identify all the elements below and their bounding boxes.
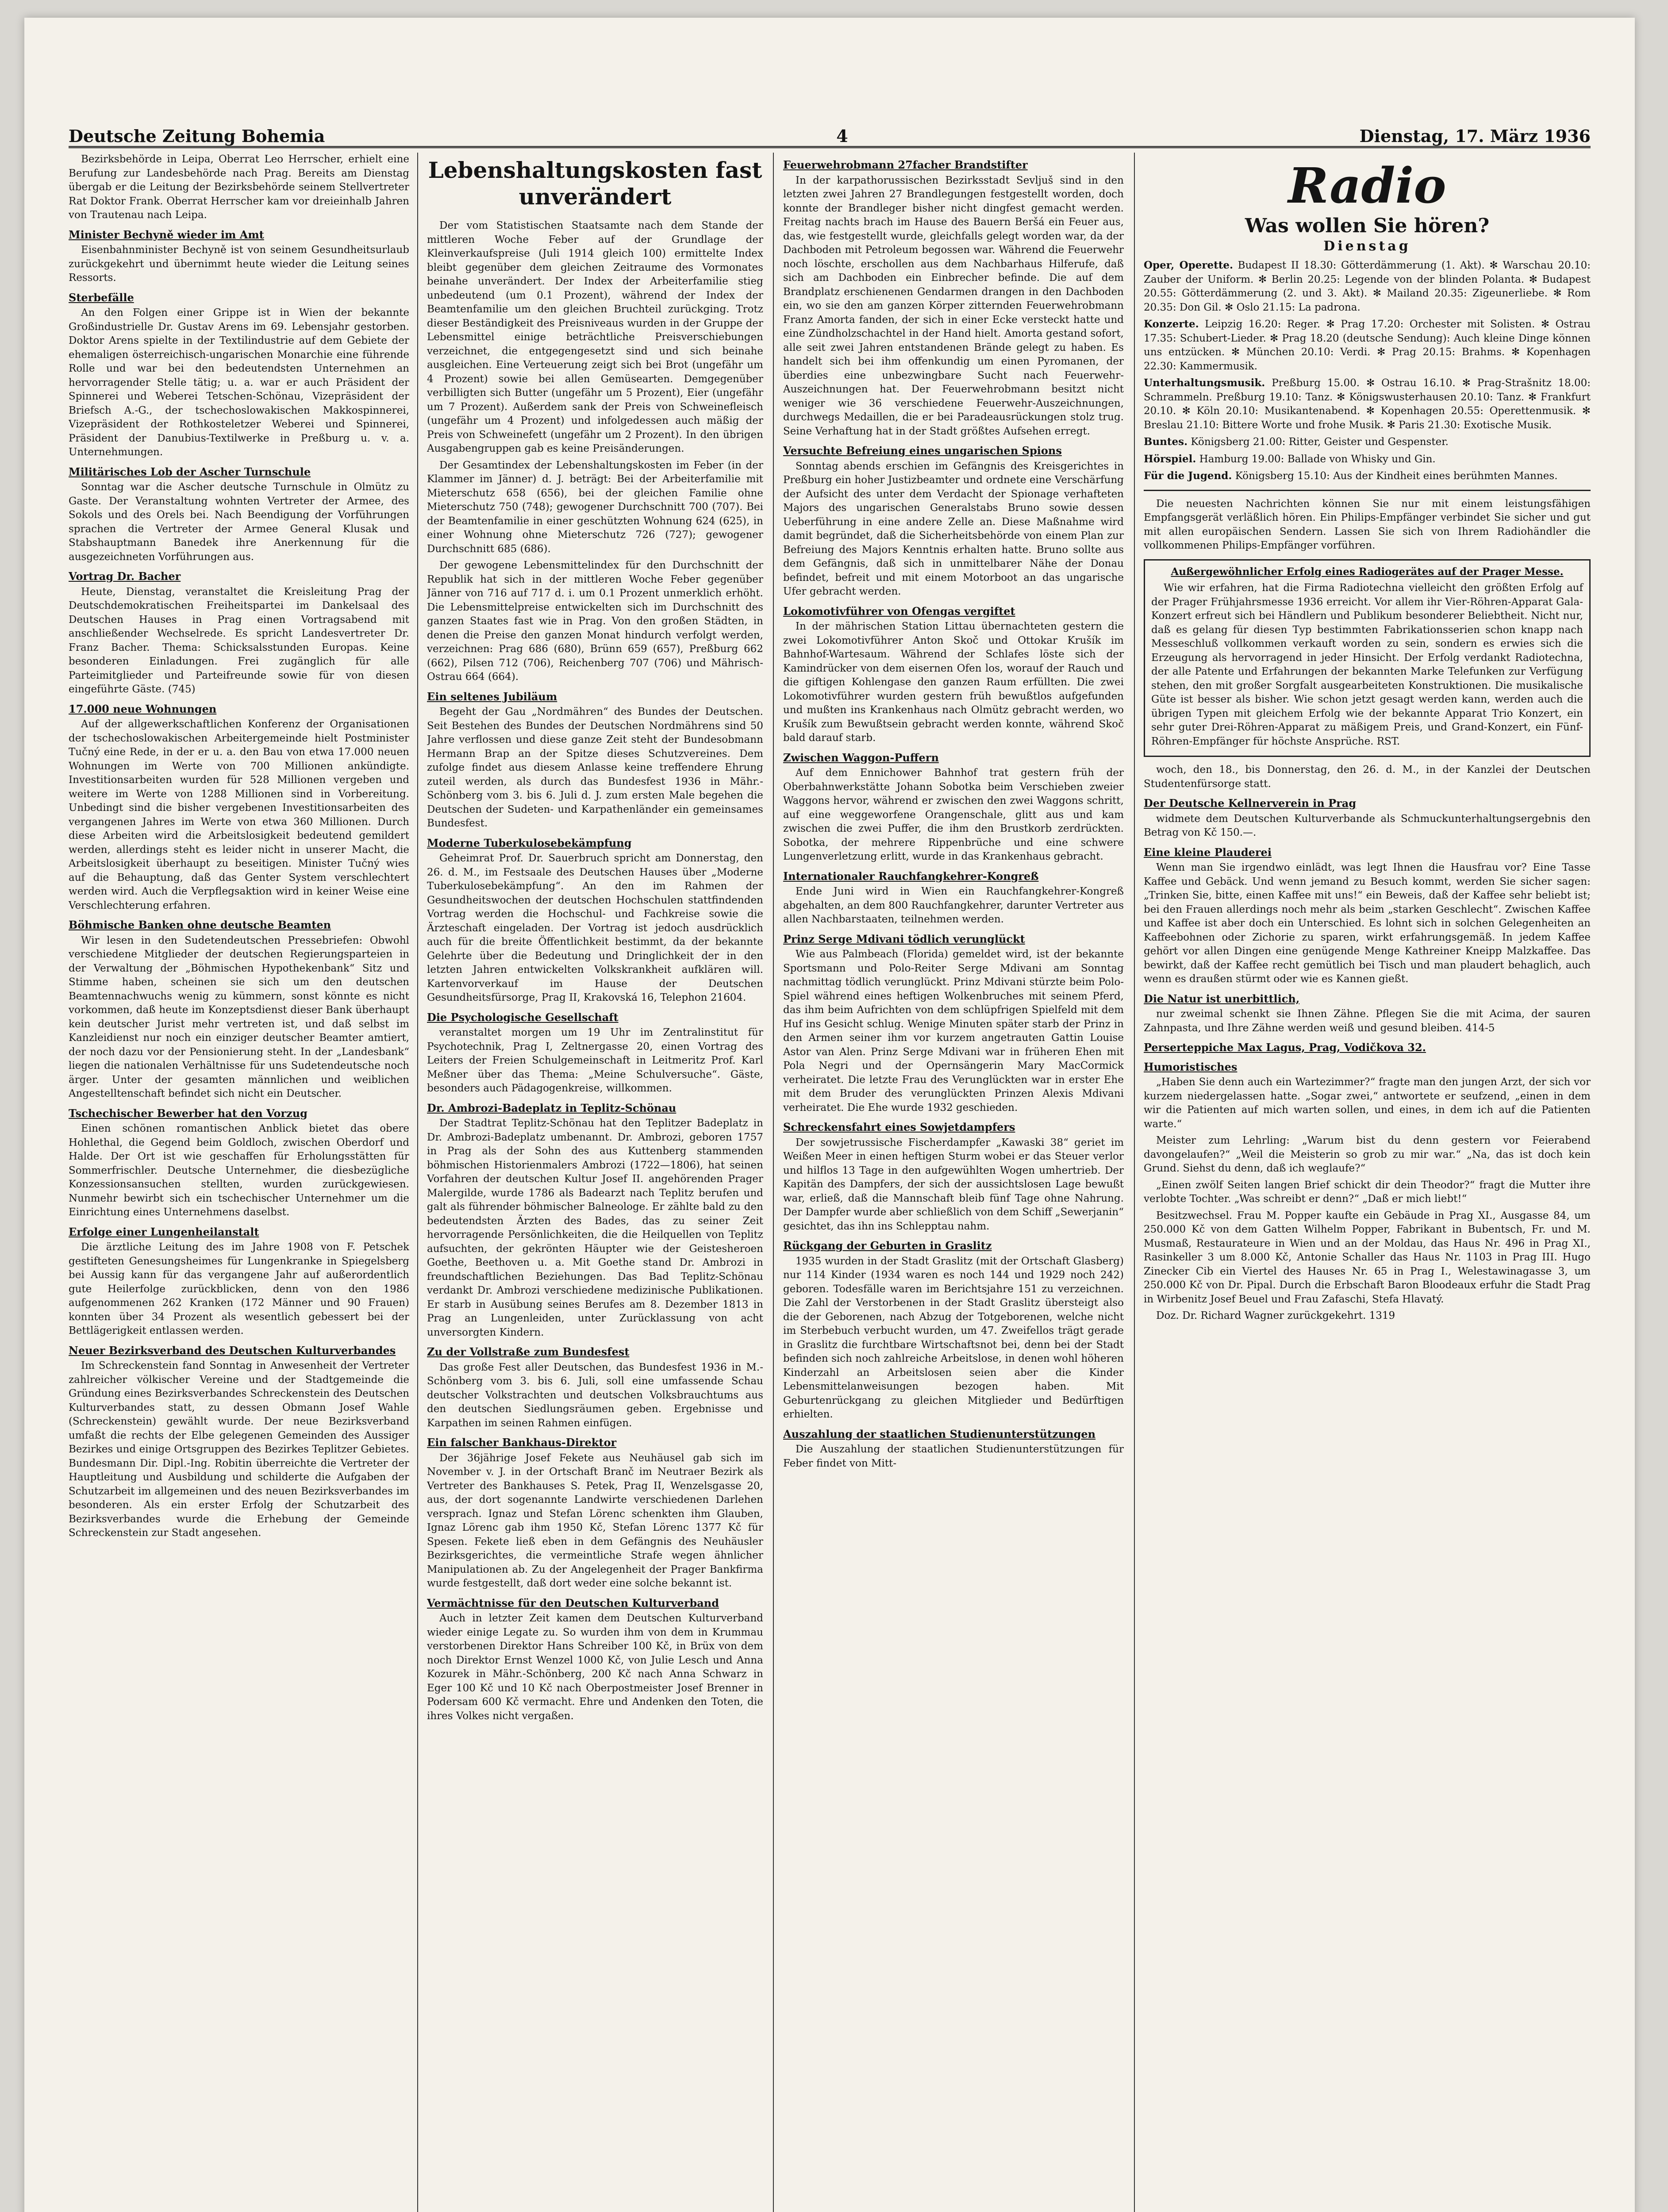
radio-category-programs: Budapest II 18.30: Götterdämmerung (1. Akt). ✻ Warschau 20.10: Zauber der Uniform. ✻ Berlin 20.25: Legende von der blinden Polanta. ✻ Budapest 20.55: Götterdämmerung (2. und 3. Akt). ✻ Mailand 20.35: Zigeunerliebe. ✻ Rom 20.35: Don Gil. ✻ Oslo 21.15: La padrona. — [1144, 260, 1591, 313]
article-headline: Sterbefälle — [69, 291, 134, 304]
article-headline: Tschechischer Bewerber hat den Vorzug — [69, 1106, 307, 1120]
article-paragraph: Auf der allgewerkschaftlichen Konferenz der Organisationen der tschechoslowakischen Arbeitergemeinde hielt Postminister Tučný eine Rede, in der er u. a. den Bau von etwa 17.000 neuen Wohnungen im Werte von 700 Millionen ankündigte. Investitionsarbeiten wurden für 528 Millionen vergeben und weitere im Werte von 1288 Millionen sind in Vorbereitung. Unbedingt sind die bisher vergebenen Investitionsarbeiten des vergangenen Jahres im Werte von etwa 360 Millionen. Durch diese Arbeiten wird die Arbeitslosigkeit bedeutend gemildert werden, allerdings steht es leider nicht in unserer Macht, die Arbeitslosigkeit überhaupt zu beseitigen. Minister Tučný wies auf die Behauptung, daß das Genter System verschlechtert werden wird. Auch die Verpflegsaktion wird in keiner Weise eine Verschlechterung erfahren. — [69, 718, 409, 911]
page-number: 4 — [836, 126, 848, 146]
article-paragraph: Wenn man Sie irgendwo einlädt, was legt Ihnen die Hausfrau vor? Eine Tasse Kaffee und Gebäck. Und wenn jemand zu Besuch kommt, werden Sie sicher sagen: „Trinken Sie, bitte, einen Kaffee mit uns!“ ein Beweis, daß der Kaffee sehr beliebt ist; bei den Frauen allerdings noch mehr als beim „starken Geschlecht“. Zwischen Kaffee und Kaffee ist aber doch ein Unterschied. Es lohnt sich in solchen Gelegenheiten an Kaffeebohnen oder Zichorie zu sparen, wirkt erfahrungsgemäß. In jedem Kaffee gehört vor allen Dingen eine genügende Menge Kathreiner Kneipp Malzkaffee. Das bewirkt, daß der Kaffee recht gemütlich bei Tisch und man plaudert behaglich, auch wenn es draußen stürmt oder wie es Kannen gießt. — [1144, 862, 1591, 985]
article-paragraph: Wie aus Palmbeach (Florida) gemeldet wird, ist der bekannte Sportsmann und Polo-Reiter Serge Mdivani am Sonntag nachmittag tödlich verunglückt. Prinz Mdivani stürzte beim Polo-Spiel während eines heftigen Wolkenbruches mit seinem Pferd, das ihm beim Aufrichten von dem schlüpfrigen Spielfeld mit dem Huf ins Gesicht schlug. Wenige Minuten später starb der Prinz in den Armen seiner ihm vor kurzem angetrauten Gattin Louise Astor van Alen. Prinz Serge Mdivani war in früheren Ehen mit Pola Negri und der Opernsängerin Mary MacCormick verheiratet. Die letzte Frau des Verunglückten war in erster Ehe mit dem Bruder des verunglückten Prinzen Alexis Mdivani verheiratet. Die Ehe wurde 1932 geschieden. — [783, 949, 1124, 1114]
article-paragraph: Der 36jährige Josef Fekete aus Neuhäusel gab sich im November v. J. in der Ortschaft Branč im Neutraer Bezirk als Vertreter des Bankhauses S. Petek, Prag II, Wenzelsgasse 20, aus, der dort sogenannte Landwirte verschiedenen Darlehen versprach. Ignaz und Stefan Lörenc schenkten ihm Glauben, Ignaz Lörenc gab ihm 1950 Kč, Stefan Lörenc 1377 Kč für Spesen. Fekete ließ eben in dem Gefängnis des Neuhäusler Bezirksgerichtes, die vermeintliche Strafe wegen ähnlicher Manipulationen ab. Zu der Angelegenheit der Prager Bankfirma wurde festgestellt, daß dort weder eine solche bekannt ist. — [427, 1452, 763, 1589]
radio-program-entry — [1144, 435, 1591, 449]
article-paragraph: Der vom Statistischen Staatsamte nach dem Stande der mittleren Woche Feber auf der Grundlage der Kleinverkaufspreise (Juli 1914 gleich 100) ermittelte Index bleibt gegenüber dem gleichen Zeitraume des Vormonates beinahe unverändert. Der Index der Arbeiterfamilie stieg unbedeutend (um 0.1 Prozent), während der Index der Beamtenfamilie um den gleichen Bruchteil zurückging. Trotz dieser Beständigkeit des Preisniveaus wurden in der Gruppe der Lebensmittel einige beträchtliche Preisverschiebungen verzeichnet, die entgegengesetzt sind und sich beinahe ausgleichen. Eine Verteuerung zeigt sich bei Brot (ungefähr um 4 Prozent) sowie bei allen Gemüsearten. Demgegenüber verbilligten sich Butter (ungefähr um 5 Prozent), Eier (ungefähr um 7 Prozent). Außerdem sank der Preis von Schweinefleisch (ungefähr um 4 Prozent) und infolgedessen auch mäßig der Preis von Schweinefett (ungefähr um 2 Prozent). In den übrigen Ausgabengruppen gab es keine Preisänderungen. — [427, 220, 763, 454]
article-paragraph: Einen schönen romantischen Anblick bietet das obere Hohlethal, die Gegend beim Goldloch, zwischen Oberdorf und Halde. Der Ort ist wie geschaffen für Erholungsstätten für Sommerfrischler. Deutsche Unternehmer, die diesbezügliche Konzessionsansuchen stellten, wurden zurückgewiesen. Nunmehr bewirbt sich ein tschechischer Unternehmer um die Einrichtung eines Unternehmens daselbst. — [69, 1123, 409, 1218]
notice-title: Außergewöhnlicher Erfolg eines Radiogerätes auf der Prager Messe. — [1171, 565, 1564, 578]
masthead — [69, 119, 1591, 148]
article-paragraph: An den Folgen einer Grippe ist in Wien der bekannte Großindustrielle Dr. Gustav Arens im 69. Lebensjahr gestorben. Doktor Arens spielte in der Textilindustrie auf dem Gebiete der ehemaligen österreichisch-ungarischen Monarchie eine führende Rolle und war bei den bedeutendsten Unternehmen an hervorragender Stelle tätig; u. a. war er auch Präsident der Spinnerei und Weberei Tetschen-Schönau, Vizepräsident der Briefsch A.-G., der tschechoslowakischen Makkospinnerei, Vizepräsident der Rothkosteletzer Weberei und Spinnerei, Präsident der Danubius-Textilwerke in Preßburg u. v. a. Unternehmungen. — [69, 307, 409, 458]
article-paragraph: 1935 wurden in der Stadt Graslitz (mit der Ortschaft Glasberg) nur 114 Kinder (1934 waren es noch 144 und 1929 noch 242) geboren. Todesfälle waren im Berichtsjahre 151 zu verzeichnen. Die Zahl der Verstorbenen in der Stadt Graslitz übersteigt also die der Geborenen, nach Abzug der Totgeborenen, welche nicht im Sterbebuch verbucht wurden, um 47. Zweifellos trägt gerade in Graslitz die furchtbare Wirtschaftsnot bei, denn bei der Stadt befinden sich noch zahlreiche Arbeitslose, in denen wohl höheren Kinderzahl an Arbeitslosen seien aber die Kinder Lebensmittelanweisungen bezogen haben. Mit Geburtenrückgang zu gleichen Mitglieder und Bedürftigen erhielten. — [783, 1255, 1124, 1420]
article-headline: Minister Bechyně wieder im Amt — [69, 228, 264, 241]
column-divider — [417, 153, 418, 2212]
newspaper-page — [24, 18, 1635, 2212]
article-headline: Zu der Vollstraße zum Bundesfest — [427, 1345, 630, 1358]
article-paragraph: Der Gesamtindex der Lebenshaltungskosten im Feber (in der Klammer im Jänner) d. J. beträgt: Bei der Arbeiterfamilie mit Mieterschutz 658 (656), bei der gleichen Familie ohne Mieterschutz 750 (748); gewogener Durchschnitt 700 (707). Bei der Beamtenfamilie in einer geschützten Wohnung 624 (625), in einer Wohnung ohne Mieterschutz 726 (727); gewogener Durchschnitt 685 (686). — [427, 459, 763, 555]
article-headline: Eine kleine Plauderei — [1144, 845, 1272, 859]
article-headline: Neuer Bezirksverband des Deutschen Kulturverbandes — [69, 1344, 396, 1357]
lead-headline: Lebenshaltungskosten fast unverändert — [428, 157, 762, 210]
article-headline: Prinz Serge Mdivani tödlich verunglückt — [783, 932, 1025, 945]
article-headline: Militärisches Lob der Ascher Turnschule — [69, 465, 311, 478]
article-paragraph: woch, den 18., bis Donnerstag, den 26. d. M., in der Kanzlei der Deutschen Studentenfürsorge statt. — [1144, 764, 1591, 790]
article-paragraph: Besitzwechsel. Frau M. Popper kaufte ein Gebäude in Prag XI., Ausgasse 84, um 250.000 Kč von dem Gatten Wilhelm Popper, Fabrikant in Bubentsch, Fr. und M. Musmaß, Restaurateure in Wien und an der Moldau, das Haus Nr. 496 in Prag XI., Rasinkeller 3 um 8.000 Kč, Antonie Schaller das Haus Nr. 1103 in Prag III. Hugo Zinecker Cib ein Viertel des Hauses Nr. 65 in Prag I., Welestawinagasse 3, um 250.000 Kč von Dr. Pipal. Durch die Erbschaft Baron Bloodeaux erfuhr die Stadt Prag in Wirbenitz Josef Beuel und Frau Zafaschi, Stefa Hlavatý. — [1144, 1210, 1591, 1305]
article-paragraph: Geheimrat Prof. Dr. Sauerbruch spricht am Donnerstag, den 26. d. M., im Festsaale des Deutschen Hauses über „Moderne Tuberkulosebekämpfung“. An den im Rahmen der Gesundheitswochen der deutschen Hochschulen stattfindenden Vortrag werden die Hochschul- und Fachkreise sowie die Ärzteschaft eingeladen. Der Vortrag ist jedoch ausdrücklich auch für die breite Öffentlichkeit bestimmt, da der bekannte Gelehrte über die Bedeutung und Dringlichkeit der in den letzten Jahren entwickelten Volkskrankheit aufklären will. Kartenvorverkauf im Hause der Deutschen Gesundheitsfürsorge, Prag II, Krakovská 16, Telephon 21604. — [427, 853, 763, 1003]
radio-program-entry — [1144, 258, 1591, 315]
article-paragraph: Die ärztliche Leitung des im Jahre 1908 von F. Petschek gestifteten Genesungsheimes für Lungenkranke in Spiegelsberg bei Aussig kann für das vergangene Jahr auf außerordentlich gute Heilerfolge zurückblicken, denn von den 1986 aufgenommenen 262 Kranken (172 Männer und 90 Frauen) konnten über 34 Prozent als wesentlich gebessert bei der Bettlägerigkeit entlassen werden. — [69, 1241, 409, 1336]
radio-category-programs: Königsberg 15.10: Aus der Kindheit eines berühmten Mannes. — [1235, 470, 1558, 482]
article-paragraph: Sonntag abends erschien im Gefängnis des Kreisgerichtes in Preßburg ein hoher Justizbeamter und ordnete eine Verschärfung der Aufsicht des unter dem Verdacht der Spionage verhafteten Majors des ungarischen Generalstabs Bruno sowie dessen Ueberführung in eine andere Zelle an. Diese Maßnahme wird damit begründet, daß die Sicherheitsbehörde von einem Plan zur Befreiung des Majors Kenntnis erhalten hatte. Bruno sollte aus dem Gefängnis, daß sich in unmittelbarer Nähe der Donau befindet, befreit und mit einem Motorboot an das ungarische Ufer gebracht werden. — [783, 460, 1124, 597]
article-headline: 17.000 neue Wohnungen — [69, 702, 217, 715]
article-paragraph: Begeht der Gau „Nordmähren“ des Bundes der Deutschen. Seit Bestehen des Bundes der Deutschen Nordmährens sind 50 Jahre verflossen und diese ganze Zeit steht der Bundesobmann Hermann Brap an der Spitze dieses Schutzvereines. Dem zufolge findet aus diesem Anlasse keine treffendere Ehrung zuteil werden, als durch das Bundesfest 1936 in Mähr.-Schönberg vom 3. bis 6. Juli d. J. zum ersten Male begehen die Deutschen der Sudeten- und Karpathenländer ein gemeinsames Bundesfest. — [427, 706, 763, 829]
article-paragraph: Wir lesen in den Sudetendeutschen Pressebriefen: Obwohl verschiedene Mitglieder der deutschen Regierungsparteien in der Verwaltung der „Böhmischen Hypothekenbank“ Sitz und Stimme haben, scheinen sie sich um den deutschen Beamtennachwuchs wenig zu kümmern, sonst könnte es nicht vorkommen, daß heute im Konzeptsdienst dieser Bank überhaupt kein deutscher Jurist mehr vertreten ist, und daß selbst im Kanzleidienst nur noch ein einziger deutscher Beamter amtiert, der noch dazu vor der Pensionierung steht. In der „Landesbank“ liegen die nationalen Verhältnisse für uns Sudetendeutsche noch ärger. Unter der gesamten männlichen und weiblichen Angestelltenschaft befindet sich nicht ein Deutscher. — [69, 934, 409, 1099]
article-headline: Schreckensfahrt eines Sowjetdampfers — [783, 1121, 1015, 1133]
issue-date: Dienstag, 17. März 1936 — [1359, 126, 1591, 146]
radio-category-programs: Königsberg 21.00: Ritter, Geister und Gespenster. — [1191, 436, 1449, 448]
article-headline: Humoristisches — [1144, 1060, 1238, 1073]
radio-program-entry — [1144, 452, 1591, 467]
philips-ad: Die neuesten Nachrichten können Sie nur mit einem leistungsfähigen Empfangsgerät verläßlich hören. Ein Philips-Empfänger verbindet Sie sicher und gut mit allen europäischen Sendern. Lassen Sie sich von Ihrem Radiohändler die vollkommenen Philips-Empfänger vorführen. — [1144, 498, 1591, 551]
article-headline: Moderne Tuberkulosebekämpfung — [427, 836, 632, 849]
article-headline: Feuerwehrobmann 27facher Brandstifter — [783, 158, 1028, 171]
section-divider — [1144, 490, 1591, 491]
article-paragraph: „Haben Sie denn auch ein Wartezimmer?“ fragte man den jungen Arzt, der sich vor kurzem niedergelassen hatte. „Sogar zwei,“ antwortete er seufzend, „einen in dem wir die Patienten auf mich warten sollen, und eines, in dem ich auf die Patienten warte.“ — [1144, 1076, 1591, 1130]
radio-category-programs: Preßburg 15.00. ✻ Ostrau 16.10. ✻ Prag-Strašnitz 18.00: Schrammeln. Preßburg 19.10: Tanz. ✻ Königswusterhausen 20.10: Tanz. ✻ Frankfurt 20.10. ✻ Köln 20.10: Musikantenabend. ✻ Kopenhagen 20.55: Operettenmusik. ✻ Breslau 21.10: Bittere Worte und frohe Musik. ✻ Paris 21.30: Exotische Musik. — [1144, 377, 1591, 431]
radio-day: Dienstag — [1323, 238, 1411, 254]
article-paragraph: In der karpathorussischen Bezirksstadt Sevljuš sind in den letzten zwei Jahren 27 Brandlegungen festgestellt worden, doch konnte der Brandleger bisher nicht dingfest gemacht werden. Freitag nachts brach im Hause des Bauern Beršá ein Feuer aus, das, wie festgestellt wurde, gleichfalls gelegt worden war, da der Dachboden mit Petroleum begossen war. Während die Feuerwehr noch löschte, erschollen aus dem Nachbarhaus Hilferufe, daß sich am Dachboden ein Einbrecher befinde. Die auf dem Brandplatz erschienenen Gendarmen drangen in den Dachboden ein, wo sie den am ganzen Körper zitternden Feuerwehrobmann Franz Amorta fanden, der sich in einer Ecke versteckt hatte und eine Zündholzschachtel in der Hand hielt. Amorta gestand sofort, alle seit zwei Jahren entstandenen Brände gelegt zu haben. Es handelt sich bei ihm offenkundig um einen Pyromanen, der überdies eine unbezwingbare Sucht nach Feuerwehr-Auszeichnungen hat. Der Feuerwehrobmann besitzt nicht weniger wie 36 verschiedene Feuerwehr-Auszeichnungen, durchwegs Medaillen, die er bei Paradeausrückungen stolz trug. Seine Verhaftung hat in der Stadt größtes Aufsehen erregt. — [783, 174, 1124, 437]
radio-category-label: Buntes. — [1144, 436, 1188, 448]
article-headline: Böhmische Banken ohne deutsche Beamten — [69, 918, 331, 931]
article-paragraph: Der gewogene Lebensmittelindex für den Durchschnitt der Republik hat sich in der mittleren Woche Feber gegenüber Jänner von 716 auf 717 d. i. um 0.1 Prozent unmerklich erhöht. Die Lebensmittelpreise entwickelten sich im Durchschnitt des ganzen Staates fast wie in Prag. Von den großen Städten, in denen die Preise den ganzen Monat hindurch verfolgt werden, verzeichnen: Prag 686 (680), Brünn 659 (657), Preßburg 662 (662), Pilsen 712 (706), Reichenberg 707 (706) und Mährisch-Ostrau 664 (664). — [427, 560, 763, 683]
article-headline: Lokomotivführer von Ofengas vergiftet — [783, 604, 1015, 618]
article-headline: Vortrag Dr. Bacher — [69, 570, 181, 583]
article-headline: Zwischen Waggon-Puffern — [783, 751, 939, 764]
article-paragraph: nur zweimal schenkt sie Ihnen Zähne. Pflegen Sie die mit Acima, der sauren Zahnpasta, und Ihre Zähne werden weiß und gesund bleiben. 414-5 — [1144, 1008, 1591, 1034]
article-paragraph: Der Stadtrat Teplitz-Schönau hat den Teplitzer Badeplatz in Dr. Ambrozi-Badeplatz umbenannt. Dr. Ambrozi, geboren 1757 in Prag als der Sohn des aus Kuttenberg stammenden böhmischen Historienmalers Ambrozi (1722—1806), hat seinen Vorfahren der deutschen Kultur Josef II. angehörenden Prager Malergilde, wurde 1786 als Badearzt nach Teplitz berufen und galt als führender böhmischer Balneologe. Er zählte bald zu den bedeutendsten Ärzten des Bades, das zu seiner Zeit hervorragende Persönlichkeiten, die die Heilquellen von Teplitz aufsuchten, der gekrönten Häupter wie der Geistesheroen Goethe, Beethoven u. a. Mit Goethe stand Dr. Ambrozi in freundschaftlichen Beziehungen. Das Bad Teplitz-Schönau verdankt Dr. Ambrozi verschiedene medizinische Publikationen. Er starb in Ausübung seines Berufes am 8. Dezember 1813 in Prag an Lungenleiden, unter Zurücklassung von acht unversorgten Kindern. — [427, 1118, 763, 1338]
radio-category-label: Für die Jugend. — [1144, 470, 1232, 482]
radio-program-entry — [1144, 317, 1591, 373]
radio-category-label: Konzerte. — [1144, 318, 1199, 330]
article-paragraph: In der mährischen Station Littau übernachteten gestern die zwei Lokomotivführer Anton Skoč und Ottokar Krušík im Bahnhof-Wartesaum. Während der Schlafes löste sich der Kamindrücker von dem eisernen Ofen los, worauf der Rauch und die giftigen Kohlengase den ganzen Raum erfüllten. Die zwei Lokomotivführer wurden gestern früh bewußtlos aufgefunden und mußten ins Krankenhaus nach Olmütz gebracht werden, wo Krušík zum Bewußtsein gebracht werden konnte, während Skoč bald darauf starb. — [783, 621, 1124, 744]
article-paragraph: Im Schreckenstein fand Sonntag in Anwesenheit der Vertreter zahlreicher völkischer Vereine und der Stadtgemeinde die Gründung eines Bezirksverbandes Schreckenstein des Deutschen Kulturverbandes statt, zu dessen Obmann Josef Wahle (Schreckenstein) gewählt wurde. Der neue Bezirksverband umfaßt die rechts der Elbe gelegenen Gemeinden des Aussiger Bezirkes und einige Ortsgruppen des Bezirkes Teplitzer Gebietes. Bundesmann Dir. Dipl.-Ing. Robitin überreichte die Vertreter der Hauptleitung und Ausbildung und schilderte die Aufgaben der Schutzarbeit im allgemeinen und des neuen Bezirksverbandes im besonderen. Als ein erster Erfolg der Schutzarbeit des Bezirksverbandes wurde die Erhebung der Gemeinde Schreckenstein zur Stadt angesehen. — [69, 1360, 409, 1539]
article-paragraph: veranstaltet morgen um 19 Uhr im Zentralinstitut für Psychotechnik, Prag I, Zeltnergasse 20, einen Vortrag des Leiters der Freien Schulgemeinschaft in Leitmeritz Prof. Karl Meßner über das Thema: „Meine Schulversuche“. Gäste, besonders auch Pädagogenkreise, willkommen. — [427, 1027, 763, 1094]
article-paragraph: Der sowjetrussische Fischerdampfer „Kawaski 38“ geriet im Weißen Meer in einen heftigen Sturm wobei er das Steuer verlor und hilflos 13 Tage in den aufgewühlten Wogen umhertrieb. Der Kapitän des Dampfers, der sich der aussichtslosen Lage bewußt war, erließ, daß die Mannschaft bleib fünf Tage ohne Nahrung. Der Dampfer wurde aber schließlich von dem Schiff „Sewerjanin“ gesichtet, das ihn ins Schlepptau nahm. — [783, 1137, 1124, 1232]
radio-program-list — [1144, 258, 1591, 484]
radio-category-programs: Hamburg 19.00: Ballade von Whisky und Gin. — [1199, 453, 1436, 465]
article-headline: Vermächtnisse für den Deutschen Kulturverband — [427, 1596, 719, 1609]
article-headline: Versuchte Befreiung eines ungarischen Spions — [783, 444, 1062, 457]
article-paragraph: Meister zum Lehrling: „Warum bist du denn gestern vor Feierabend davongelaufen?“ „Weil die Meisterin so grob zu mir war.“ „Na, das ist doch kein Grund. Siehst du denn, daß ich weglaufe?“ — [1144, 1135, 1591, 1174]
radio-section-subtitle: Was wollen Sie hören? — [1245, 215, 1490, 237]
article-paragraph: Das große Fest aller Deutschen, das Bundesfest 1936 in M.-Schönberg vom 3. bis 6. Juli, soll eine umfassende Schau deutscher Volkstrachten und deutschen Volksbrauchtums aus den deutschen Siedlungsräumen geben. Ergebnisse und Karpathen im seinen Rahmen einfügen. — [427, 1361, 763, 1429]
column-4 — [1144, 153, 1591, 2212]
article-headline: Erfolge einer Lungenheilanstalt — [69, 1225, 259, 1238]
article-paragraph: Die Auszahlung der staatlichen Studienunterstützungen für Feber findet von Mitt- — [783, 1444, 1124, 1469]
article-headline: Der Deutsche Kellnerverein in Prag — [1144, 797, 1357, 810]
column-1 — [69, 153, 409, 2212]
radio-category-programs: Leipzig 16.20: Reger. ✻ Prag 17.20: Orchester mit Solisten. ✻ Ostrau 17.35: Schubert-Lieder. ✻ Prag 18.20 (deutsche Sendung): Auch kleine Dinge können uns entzücken. ✻ München 20.10: Verdi. ✻ Prag 20.15: Brahms. ✻ Kopenhagen 22.30: Kammermusik. — [1144, 319, 1591, 372]
article-headline: Internationaler Rauchfangkehrer-Kongreß — [783, 869, 1039, 883]
column-divider — [1134, 153, 1135, 2212]
article-paragraph: Doz. Dr. Richard Wagner zurückgekehrt. 1319 — [1156, 1310, 1395, 1321]
article-paragraph: Ende Juni wird in Wien ein Rauchfangkehrer-Kongreß abgehalten, an dem 800 Rauchfangkehrer, darunter Vertreter aus allen Nachbarstaaten, teilnehmen werden. — [783, 886, 1124, 925]
radio-category-label: Unterhaltungsmusik. — [1144, 377, 1265, 389]
article-headline: Rückgang der Geburten in Graslitz — [783, 1239, 992, 1252]
radio-section-title: Radio — [1288, 157, 1446, 214]
article-paragraph: Auf dem Ennichower Bahnhof trat gestern früh der Oberbahnwerkstätte Johann Sobotka beim Verschieben zweier Waggons hervor, während er zwischen den zwei Waggons schritt, auf eine weggeworfene Orangenschale, glitt aus und kam zwischen die zwei Puffer, die ihm den Brustkorb zerdrückten. Sobotka, der mehrere Rippenbrüche und eine schwere Lungenverletzung erlitt, wurde in das Krankenhaus gebracht. — [783, 767, 1124, 862]
article-paragraph: Eisenbahnminister Bechyně ist von seinem Gesundheitsurlaub zurückgekehrt und übernimmt heute wieder die Leitung seines Ressorts. — [69, 244, 409, 284]
radio-category-label: Oper, Operette. — [1144, 259, 1233, 271]
article-headline: Die Psychologische Gesellschaft — [427, 1010, 619, 1024]
column-2 — [427, 153, 763, 2212]
article-headline: Ein seltenes Jubiläum — [427, 690, 557, 703]
article-paragraph: Heute, Dienstag, veranstaltet die Kreisleitung Prag der Deutschdemokratischen Freiheitspartei im Dankelsaal des Deutschen Hauses in Prag einen Vortragsabend mit anschließender Wechselrede. Es spricht Landesvertreter Dr. Franz Bacher. Thema: Schicksalsstunden Europas. Keine besonderen Einladungen. Frei zugänglich für alle Parteimitglieder und Parteifreunde sowie für von diesen eingeführte Gäste. (745) — [69, 586, 409, 695]
radio-category-label: Hörspiel. — [1144, 453, 1196, 465]
article-paragraph: Sonntag war die Ascher deutsche Turnschule in Olmütz zu Gaste. Der Veranstaltung wohnten Vertreter der Armee, des Sokols und des Orels bei. Nach Beendigung der Vorführungen sprachen die Vertreter der Armee General Klusak und Stabshauptmann Banedek ihre Anerkennung für die ausgezeichneten Vorführungen aus. — [69, 481, 409, 563]
article-headline: Die Natur ist unerbittlich, — [1144, 992, 1300, 1005]
radio-program-entry — [1144, 376, 1591, 432]
article-paragraph: widmete dem Deutschen Kulturverbande als Schmuckunterhaltungsergebnis den Betrag von Kč 150.—. — [1144, 813, 1591, 838]
column-divider — [773, 153, 774, 2212]
article-headline: Dr. Ambrozi-Badeplatz in Teplitz-Schönau — [427, 1101, 676, 1114]
column-3 — [783, 153, 1124, 2212]
column-4-articles — [1144, 763, 1591, 1323]
article-headline: Auszahlung der staatlichen Studienunterstützungen — [783, 1427, 1096, 1440]
article-paragraph: Bezirksbehörde in Leipa, Oberrat Leo Herrscher, erhielt eine Berufung zur Landesbehörde nach Prag. Bereits am Dienstag übergab er die Leitung der Bezirksbehörde seinem Stellvertreter Rat Doktor Frank. Oberrat Herrscher kam vor dreieinhalb Jahren von Trautenau nach Leipa. — [69, 154, 409, 221]
notice-text: Wie wir erfahren, hat die Firma Radiotechna vielleicht den größten Erfolg auf der Prager Frühjahrsmesse 1936 erreicht. Vor allem ihr Vier-Röhren-Apparat Gala-Konzert erfreut sich bei Händlern und Publikum besonderer Beliebtheit. Nicht nur, daß es gelang für diesen Typ bestimmten Fabrikationsserien schon knapp nach Messeschluß vollkommen verkauft worden zu sein, sondern es erwies sich die Erzeugung als hervorragend in jeder Hinsicht. Der Erfolg verdankt Radiotechna, der alle Patente und Erfahrungen der bekannten Marke Telefunken zur Verfügung stehen, den mit großer Sorgfalt ausgearbeiteten Konstruktionen. Die musikalische Güte ist besser als bisher. Wie schon jetzt gesagt werden kann, werden auch die übrigen Typen mit gleichem Erfolg wie der bekannte Apparat Trio Konzert, ein sehr guter Drei-Röhren-Apparat zu mäßigem Preis, und Grand-Konzert, ein Fünf-Röhren-Empfänger für höchste Ansprüche. RST. — [1151, 582, 1583, 747]
article-headline: Ein falscher Bankhaus-Direktor — [427, 1436, 617, 1449]
newspaper-name: Deutsche Zeitung Bohemia — [69, 126, 325, 146]
article-paragraph: Auch in letzter Zeit kamen dem Deutschen Kulturverband wieder einige Legate zu. So wurden ihm von dem in Krummau verstorbenen Direktor Hans Schreiber 100 Kč, in Brüx von dem noch Direktor Ernst Wenzel 1000 Kč, von Julie Lesch und Anna Kozurek in Mähr.-Schönberg, 200 Kč nach Anna Schwarz in Eger 100 Kč und 10 Kč nach Oberpostmeister Josef Brenner in Podersam 600 Kč vermacht. Ehre und Andenken den Toten, die ihres Volkes nicht vergaßen. — [427, 1613, 763, 1722]
article-paragraph: „Einen zwölf Seiten langen Brief schickt dir dein Theodor?“ fragt die Mutter ihre verlobte Tochter. „Was schreibt er denn?“ „Daß er mich liebt!“ — [1144, 1179, 1591, 1205]
article-headline: Perserteppiche Max Lagus, Prag, Vodičkova 32. — [1144, 1041, 1426, 1054]
radio-program-entry — [1144, 469, 1591, 484]
radiotechna-notice — [1144, 559, 1591, 757]
